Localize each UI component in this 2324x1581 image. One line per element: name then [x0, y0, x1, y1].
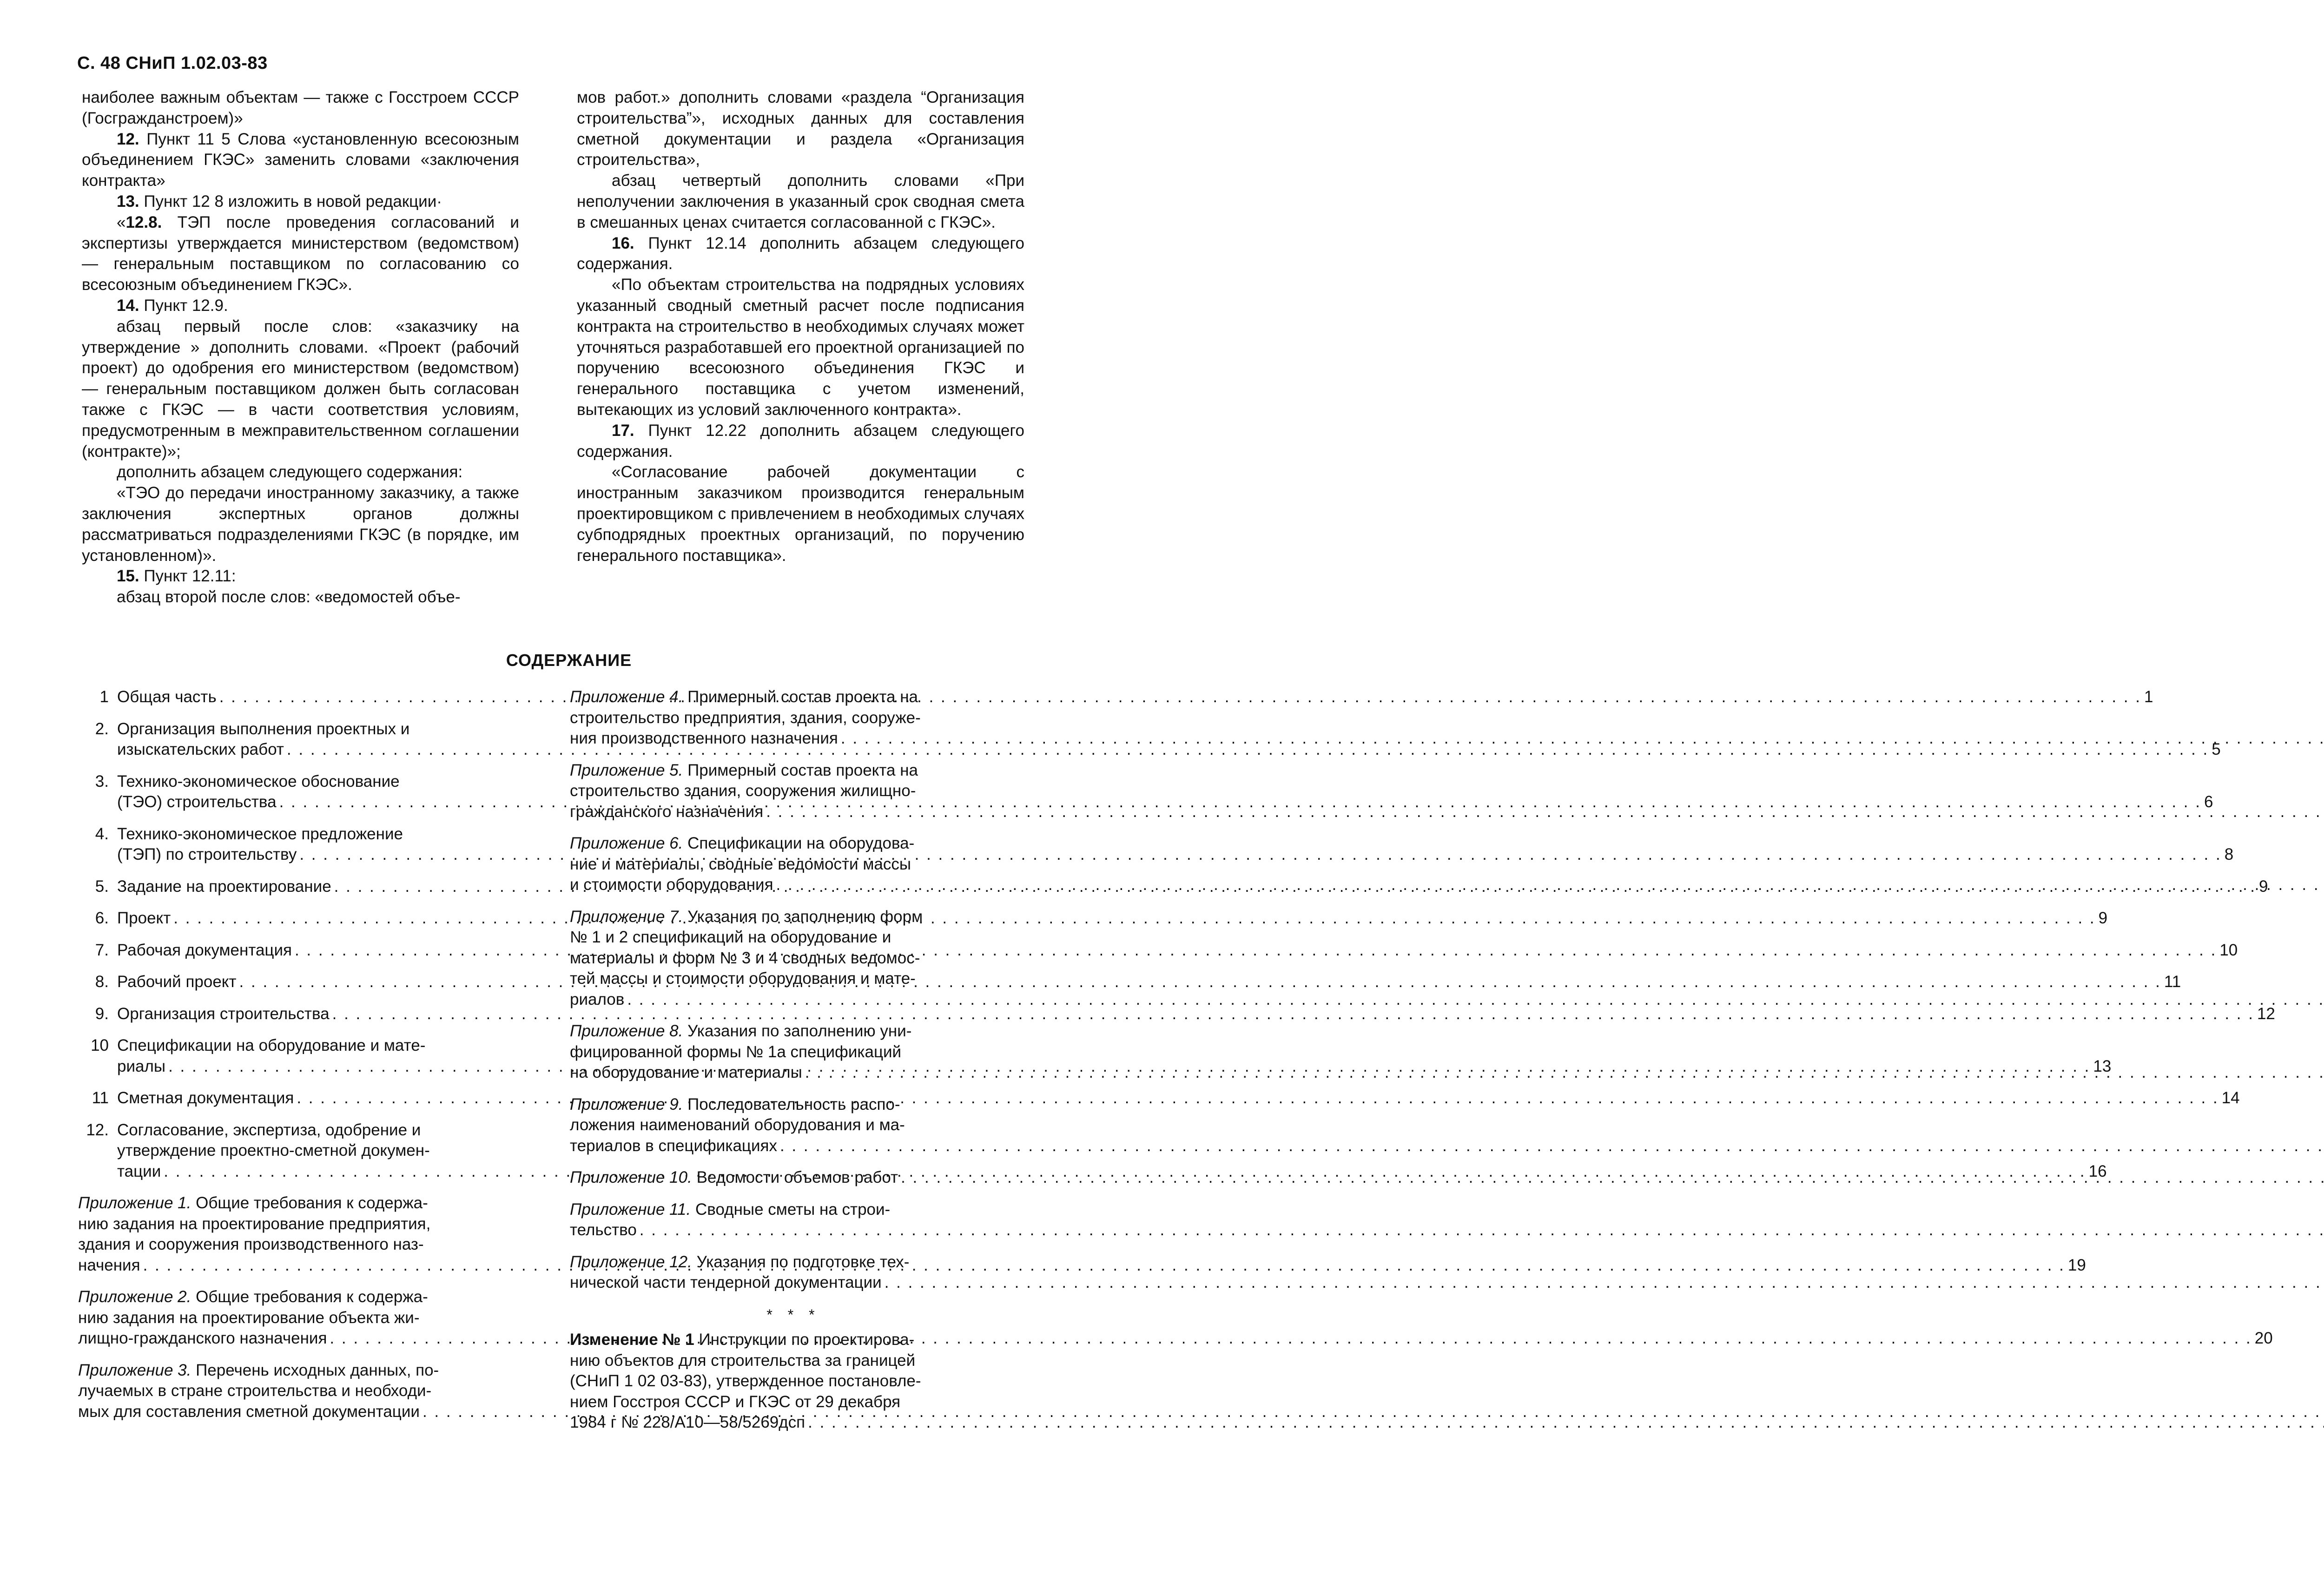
- appendix-label: Приложение 6.: [570, 834, 683, 852]
- toc-entry-body: [117, 908, 2107, 929]
- toc-entry-number: 7.: [95, 941, 109, 959]
- item-number: 12.8.: [125, 213, 162, 231]
- toc-entry-text: Рабочая документация: [117, 941, 292, 959]
- leader-dots: [219, 687, 2141, 708]
- paragraph: «Согласование рабочей документации с иностранным заказчиком производится генеральным проектировщиком с привлечением в необходимых случаях субподрядных проектных организаций, по поручению генерального поставщика».: [577, 463, 1024, 565]
- toc-entry-text: Организация строительства: [117, 1004, 330, 1023]
- appendix-label: Приложение 2.: [78, 1288, 191, 1306]
- leader-dots: [640, 1220, 2324, 1241]
- toc-entry-last-line: [78, 1402, 515, 1423]
- paragraph: «ТЭО до передачи иностранному заказчику, а также заключения экспертных органов должны рассматриваться подразделениями ГКЭС (в порядке, им установленном)».: [82, 484, 519, 565]
- toc-entry-appendix: [570, 687, 1017, 749]
- toc-entry-line: [78, 1193, 515, 1214]
- toc-entry-text: териалов в спецификациях: [570, 1136, 777, 1155]
- leader-dots: [173, 908, 2095, 929]
- quote-mark: «: [117, 213, 126, 231]
- text-column-left: [82, 87, 519, 608]
- toc-entry-text: и стоимости оборудования: [570, 876, 773, 894]
- toc-entry-text: лищно-гражданского назначения: [78, 1329, 327, 1347]
- toc-page-number: 9: [2098, 909, 2108, 927]
- toc-entry-text: Ведомости объемов работ: [696, 1168, 898, 1186]
- paragraph-text: Пункт 12.11:: [144, 567, 236, 586]
- toc-entry-appendix: [570, 1094, 1017, 1157]
- toc-entry-text: Сводные сметы на строи-: [695, 1200, 891, 1219]
- leader-dots: [776, 875, 2324, 896]
- toc-entry-change: [570, 1330, 1017, 1433]
- toc-entry-line: ложения наименований оборудования и ма-: [570, 1116, 905, 1134]
- toc-page-number: 11: [2164, 973, 2181, 991]
- toc-entry-text: гражданского назначения: [570, 802, 764, 821]
- toc-appendices: [570, 687, 1017, 1293]
- toc-entry-line: строительство здания, сооружения жилищно-: [570, 782, 916, 800]
- toc-entry-text: [570, 1167, 898, 1188]
- paragraph: [577, 421, 1024, 462]
- toc-entry-text: Указания по заполнению форм: [687, 907, 923, 926]
- toc-entry-last-line: [570, 989, 1017, 1010]
- paragraph: [577, 233, 1024, 275]
- toc-entry-line: нию задания на проектирование предприятия,: [78, 1214, 431, 1233]
- toc-entry-number: 1: [99, 688, 109, 706]
- leader-dots: [766, 802, 2324, 823]
- toc-entry-text: (ТЭП) по строительству: [117, 845, 297, 863]
- toc-page-number: 5: [2212, 740, 2221, 758]
- change-title: Изменение № 1: [570, 1331, 694, 1349]
- toc-entry-number: 4.: [95, 824, 109, 843]
- toc-entry-text: Спецификации на оборудова-: [687, 834, 915, 852]
- toc-entry-text: Примерный состав проекта на: [687, 761, 918, 779]
- toc-entry-text: (ТЭО) строительства: [117, 793, 277, 811]
- toc-entry-body: [117, 687, 2153, 708]
- page-header: С. 48 СНиП 1.02.03-83: [77, 53, 268, 73]
- toc-entry-line: [570, 1199, 1017, 1220]
- toc-entry-text: риалов: [570, 990, 625, 1008]
- toc-entry-line: Спецификации на оборудование и мате-: [117, 1036, 426, 1054]
- paragraph: дополнить абзацем следующего содержания:: [117, 463, 463, 481]
- paragraph: [82, 191, 519, 212]
- toc-entry-text: тации: [117, 1162, 161, 1180]
- paragraph: абзац первый после слов: «заказчику на утверждение » дополнить словами. «Проект (рабочий проект) до одобрения его министерством (ведомством) — генеральным поставщиком должен быть согласован также с ГКЭС — в части соответствия условиям, предусмотренным в межправительственном соглашении (контракте)»;: [82, 317, 519, 461]
- toc-entry-last-line: [570, 1062, 1017, 1083]
- toc-entry-appendix: [570, 833, 1017, 896]
- item-number: 12.: [117, 130, 139, 148]
- toc-entry-line: строительство предприятия, здания, сооруже-: [570, 708, 921, 727]
- leader-dots: [901, 1167, 2324, 1188]
- toc-entry-last-line: [570, 802, 1017, 823]
- toc-entry-last-line: [570, 1136, 1017, 1157]
- toc-page-number: 14: [2221, 1089, 2240, 1107]
- paragraph: [82, 296, 519, 316]
- toc-entry-line: нием Госстроя СССР и ГКЭС от 29 декабря: [570, 1392, 901, 1411]
- toc-entry-text: Сметная документация: [117, 1089, 294, 1107]
- toc-entry-last-line: [570, 1412, 1017, 1433]
- toc-entry-last-line: [570, 1272, 1017, 1293]
- paragraph: [82, 129, 519, 191]
- toc-entry-number: 8.: [95, 973, 109, 991]
- toc-entry-text: изыскательских работ: [117, 740, 284, 758]
- appendix-label: Приложение 12.: [570, 1252, 692, 1271]
- toc-entry-body: [117, 824, 2233, 865]
- toc-entry-last-line: [570, 875, 1017, 896]
- leader-dots: [780, 1136, 2324, 1157]
- toc-entry-number: 3.: [95, 772, 109, 790]
- toc-entry-text: Инструкции по проектирова-: [699, 1331, 915, 1349]
- paragraph: наиболее важным объектам — также с Госстроем СССР (Госгражданстроем)»: [82, 88, 519, 127]
- toc-entry-text: Общая часть: [117, 688, 217, 706]
- toc-entry-line: материалы и форм № 3 и 4 сводных ведомос-: [570, 949, 920, 967]
- text-column-right: [577, 87, 1024, 566]
- paragraph: мов работ.» дополнить словами «раздела “Организация строительства”», исходных данных для составления сметной документации и раздела «Организация строительства»,: [577, 88, 1024, 169]
- toc-entry-line: [570, 1094, 1017, 1115]
- toc-entry-body: [117, 1088, 2240, 1109]
- toc-page-number: 12: [2257, 1004, 2275, 1023]
- appendix-label: Приложение 4.: [570, 688, 683, 706]
- appendix-label: Приложение 9.: [570, 1095, 683, 1113]
- paragraph-text: Пункт 11 5 Слова «установленную всесоюзным объединением ГКЭС» заменить словами «заключения контракта»: [82, 130, 519, 190]
- toc-column-right: [570, 687, 1017, 1444]
- toc-entry-appendix: [570, 1021, 1017, 1083]
- toc-entry-text: мых для составления сметной документации: [78, 1402, 420, 1421]
- toc-entry-text: Проект: [117, 909, 171, 927]
- toc-entry-line: здания и сооружения производственного наз-: [78, 1235, 424, 1253]
- toc-entry-text: ния производственного назначения: [570, 729, 838, 747]
- toc-entry-line: [78, 1287, 515, 1308]
- item-number: 17.: [612, 421, 634, 440]
- leader-dots: [841, 728, 2324, 749]
- toc-entry-line: Технико-экономическое предложение: [117, 824, 403, 843]
- toc-entry-line: [570, 833, 1017, 854]
- toc-entry-text: Рабочий проект: [117, 973, 237, 991]
- toc-entry-text: Указания по подготовке тех-: [696, 1252, 910, 1271]
- toc-entry-last-line: [570, 1220, 1017, 1241]
- toc-entry-number: 5.: [95, 877, 109, 896]
- leader-dots: [805, 1062, 2324, 1083]
- toc-entry-line: [78, 1360, 515, 1381]
- paragraph-text: Пункт 12.14 дополнить абзацем следующего содержания.: [577, 234, 1024, 273]
- appendix-label: Приложение 1.: [78, 1194, 191, 1212]
- toc-entry-last-line: [117, 844, 2233, 865]
- toc-page-number: 6: [2204, 793, 2213, 811]
- toc-page-number: 19: [2067, 1256, 2086, 1274]
- toc-entry-text: Общие требования к содержа-: [196, 1194, 428, 1212]
- toc-entry-text: начения: [78, 1256, 140, 1274]
- appendix-label: Приложение 11.: [570, 1200, 691, 1219]
- toc-entry-line: Технико-экономическое обоснование: [117, 772, 400, 790]
- toc-entry-text: тельство: [570, 1221, 637, 1239]
- toc-entry-line: Организация выполнения проектных и: [117, 719, 410, 738]
- toc-entry-text: 1984 г № 228/А10—58/5269дсп: [570, 1413, 805, 1431]
- toc-entry-last-line: [117, 687, 2153, 708]
- appendix-label: Приложение 8.: [570, 1022, 683, 1040]
- toc-entry-text: Последовательность распо-: [687, 1095, 900, 1113]
- toc-entry-last-line: [117, 908, 2107, 929]
- toc-page-number: 16: [2088, 1162, 2107, 1180]
- toc-entry-appendix: [570, 1167, 1017, 1188]
- toc-entry-body: [117, 940, 2238, 961]
- toc-entry-line: № 1 и 2 спецификаций на оборудование и: [570, 928, 891, 946]
- toc-entry-line: фицированной формы № 1а спецификаций: [570, 1042, 902, 1061]
- toc-entry-line: лучаемых в стране строительства и необходи-: [78, 1382, 432, 1400]
- toc-entry-number: 2.: [95, 719, 109, 738]
- toc-entry-line: [570, 907, 1017, 928]
- toc-entry-text: на оборудование и материалы: [570, 1063, 802, 1081]
- paragraph: [82, 212, 519, 296]
- toc-entry-appendix: [570, 907, 1017, 1010]
- paragraph: абзац второй после слов: «ведомостей объе-: [117, 588, 461, 606]
- toc-title: СОДЕРЖАНИЕ: [506, 651, 632, 670]
- appendix-label: Приложение 3.: [78, 1361, 191, 1379]
- toc-entry-line: (СНиП 1 02 03-83), утвержденное постановле-: [570, 1372, 921, 1390]
- item-number: 14.: [117, 296, 139, 315]
- toc-entry-appendix: [78, 1360, 515, 1423]
- paragraph-text: Пункт 12.9.: [144, 296, 228, 315]
- toc-entry: [78, 1004, 2275, 1025]
- toc-entry-last-line: [117, 1088, 2240, 1109]
- toc-entry-last-line: [570, 1167, 1017, 1188]
- toc-entry-number: 10: [91, 1036, 109, 1054]
- toc-entry-text: Задание на проектирование: [117, 877, 331, 896]
- toc-entry-line: [570, 1021, 1017, 1042]
- toc-entry-line: тей массы и стоимости оборудования и мате-: [570, 969, 916, 988]
- toc-page-number: 10: [2219, 941, 2238, 959]
- paragraph-text: Пункт 12 8 изложить в новой редакции·: [144, 192, 442, 211]
- toc-entry-appendix: [570, 760, 1017, 823]
- toc-entry-number: 11: [92, 1089, 109, 1107]
- item-number: 13.: [117, 192, 139, 211]
- toc-entry-line: нию объектов для строительства за границей: [570, 1351, 916, 1370]
- item-number: 15.: [117, 567, 139, 586]
- leader-dots: [627, 989, 2324, 1010]
- paragraph: «По объектам строительства на подрядных условиях указанный сводный сметный расчет после подписания контракта на строительство в необходимых случаях может уточняться разработавшей его проектной организацией по поручению всесоюзного объединения ГКЭС и генерального поставщика с учетом изменений, вытекающих из условий заключенного контракта».: [577, 276, 1024, 419]
- toc-page-number: 9: [2259, 877, 2268, 896]
- toc-entry-text: Перечень исходных данных, по-: [196, 1361, 439, 1379]
- paragraph-text: ТЭП после проведения согласований и экспертизы утверждается министерством (ведомством) — генеральным поставщиком по согласованию со всесоюзным объединением ГКЭС».: [82, 213, 519, 294]
- item-number: 16.: [612, 234, 634, 252]
- toc-page-number: 1: [2144, 688, 2153, 706]
- toc-page-number: 8: [2224, 845, 2234, 863]
- toc-entry-line: ние и материалы, сводные ведомости массы: [570, 855, 911, 873]
- toc-entry-appendix: [570, 1252, 1017, 1293]
- toc-page-number: 20: [2254, 1329, 2273, 1347]
- toc-entry-line: [570, 687, 1017, 708]
- toc-entry-line: утверждение проектно-сметной докумен-: [117, 1141, 430, 1159]
- appendix-label: Приложение 10.: [570, 1168, 692, 1186]
- toc-entry-text: нической части тендерной документации: [570, 1273, 882, 1291]
- toc-entry-line: [570, 760, 1017, 781]
- paragraph: [82, 566, 519, 587]
- paragraph: абзац четвертый дополнить словами «При неполучении заключения в указанный срок сводная смета в смешанных ценах считается согласованной с ГКЭС».: [577, 171, 1024, 231]
- toc-entry-number: 9.: [95, 1004, 109, 1023]
- appendix-label: Приложение 5.: [570, 761, 683, 779]
- toc-entry-line: [570, 1330, 1017, 1350]
- leader-dots: [885, 1272, 2324, 1293]
- toc-entry-number: 12.: [86, 1120, 109, 1139]
- toc-entry-text: Примерный состав проекта на: [687, 688, 918, 706]
- toc-entry-line: нию задания на проектирование объекта жи-: [78, 1308, 420, 1327]
- toc-entry-text: Указания по заполнению уни-: [687, 1022, 912, 1040]
- toc-entry-number: 6.: [95, 909, 109, 927]
- paragraph-text: Пункт 12.22 дополнить абзацем следующего содержания.: [577, 421, 1024, 461]
- toc-page-number: 13: [2093, 1057, 2112, 1075]
- separator-stars: * * *: [766, 1306, 820, 1323]
- toc-entry-line: Согласование, экспертиза, одобрение и: [117, 1120, 421, 1139]
- toc-entry-line: [570, 1252, 1017, 1273]
- leader-dots: [808, 1412, 2324, 1433]
- toc-entry-last-line: [570, 728, 1017, 749]
- appendix-label: Приложение 7.: [570, 907, 683, 926]
- toc-entry-text: риалы: [117, 1057, 166, 1075]
- toc-entry-appendix: [570, 1199, 1017, 1241]
- toc-entry-last-line: [117, 940, 2238, 961]
- toc-entry-text: Общие требования к содержа-: [196, 1288, 428, 1306]
